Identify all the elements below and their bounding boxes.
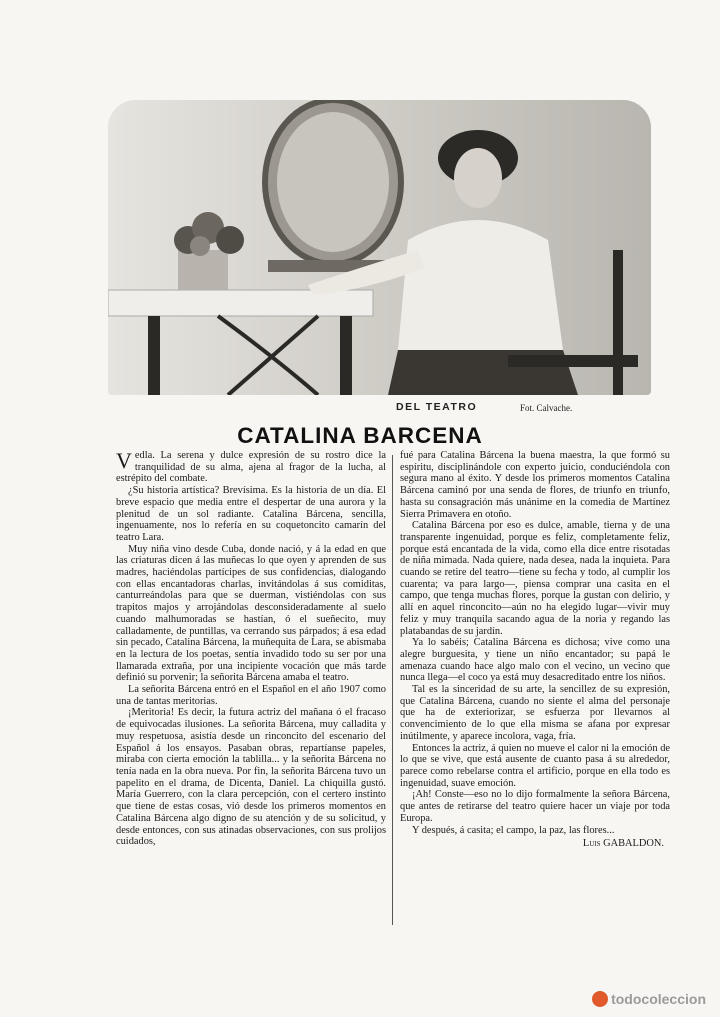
paragraph: Vedla. La serena y dulce expresión de su rostro dice la tranquilidad de su alma, ajena al fragor de la lucha, al estrépito del combate. — [116, 448, 386, 485]
photo-credit: Fot. Calvache. — [520, 403, 573, 413]
paragraph: La señorita Bárcena entró en el Español en el año 1907 como una de tantas meritorias. — [116, 684, 386, 707]
drop-cap: V — [116, 448, 132, 473]
paragraph: Catalina Bárcena por eso es dulce, amable, tierna y de una transparente ingenuidad, porque es feliz, completamente feliz, porque está encantada de la vida, como ella dice entre risotadas de niña mimada. Nada quiere, nada desea, nada la inquieta. Para cuando se retire del teatro—tiene su fecha y todo, al cumplir los cuarenta; va para largo—, piensa comprar una casita en el campo, que tenga muchas flores, porque la gustan con delirio, y allí en aquel rinconcito—aún no ha elegido lugar—vivir muy feliz y muy tranquila sacando agua de la noria y regando las platabandas de su jardín. — [400, 520, 670, 637]
watermark-text: todocoleccion — [611, 991, 706, 1007]
paragraph: ¿Su historia artística? Brevísima. Es la historia de un día. El breve espacio que media entre el despertar de una aurora y la plenitud de un sol radiante. Catalina Bárcena, sencilla, ingenuamente, nos lo refería en su coquetoncito camarín del teatro Lara. — [116, 485, 386, 543]
watermark — [592, 991, 706, 1007]
column-divider — [392, 455, 393, 925]
paragraph: Entonces la actriz, á quien no mueve el calor ni la emoción de lo que se vive, que está ausente de cuanto pasa á su alrededor, parece como rebelarse contra el artificio, porque en ella todo es ingenuidad, suave emoción. — [400, 742, 670, 789]
paragraph: Y después, á casita; el campo, la paz, las flores... — [412, 824, 615, 836]
paragraph: Muy niña vino desde Cuba, donde nació, y á la edad en que las criaturas dicen á las muñecas lo que oyen y aprenden de sus madres, haciéndolas partícipes de sus confidencias, dialogando con ellas encantadoras charlas, invitándolas á sus comiditas, canturreándolas para que se duerman, vistiéndolas con sus trapitos majos y arrojándolas desconsideradamente al suelo cuando malhumoradas se hastían, ó el sueñecito, muy calladamente, de puntillas, va cerrando sus párpados; á esa edad sin pecado, Catalina Bárcena, la muñequita de Lara, se abismaba en la lectura de los poetas, sentía invadido todo su ser por una llamarada extraña, por una incipiente vocación que más tarde definió su porvenir; la señorita Bárcena amaba el teatro. — [116, 543, 386, 684]
paragraph: Tal es la sinceridad de su arte, la sencillez de su expresión, que Catalina Bárcena, cuando no siente el alma del personaje que ha de exteriorizar, se esfuerza por llevarnos al convencimiento de lo que ella misma se afana por expresar inútilmente, y aparece incolora, vaga, fría. — [400, 684, 670, 742]
watermark-logo-icon — [592, 991, 608, 1007]
article-title: CATALINA BARCENA — [237, 423, 483, 448]
article-column-left — [116, 450, 386, 848]
paragraph: fué para Catalina Bárcena la buena maestra, la que formó su espíritu, disciplinándole con experto juicio, conduciéndola con segura mano al éxito. Y desde los primeros momentos Catalina Bárcena caminó por una senda de flores, de triunfo en triunfo, hasta su consagración más unánime en la comedia de Martínez Sierra Primavera en otoño. — [400, 450, 670, 520]
paragraph: ¡Meritoria! Es decir, la futura actriz del mañana ó el fracaso de equivocadas ilusiones. La señorita Bárcena, muy calladita y muy respetuosa, asistía desde un rinconcito del escenario del Español á los ensayos. Pasaban obras, repartíanse papeles, miraba con cierta emoción la tablilla... y la señorita Bárcena no tenía nada en la obra nueva. Por fin, la señorita Bárcena tuvo un papelito en el drama, de Dicenta, Daniel. La chiquilla gustó. María Guerrero, con la clara percepción, con el certero instinto que tiene de estas cosas, vió desde los primeros momentos en Catalina Bárcena algo digno de su atención y de su solicitud, y desde entonces, con sus atinadas observaciones, con sus prolijos cuidados, — [116, 707, 386, 848]
article-column-right — [400, 450, 670, 850]
paragraph: Ya lo sabéis; Catalina Bárcena es dichosa; vive como una alegre burguesita, y tiene un niño encantador; su papá le amenaza cuando hace algo malo con el vecino, un vecino que nunca llega—el coco ya está muy desacreditado entre los niños. — [400, 637, 670, 684]
author-signature: Luis GABALDON. — [582, 838, 664, 850]
portrait-illustration — [108, 100, 651, 395]
section-caption: DEL TEATRO — [396, 401, 478, 413]
paragraph: ¡Ah! Conste—eso no lo dijo formalmente la señora Bárcena, que antes de retirarse del teatro quiere hacer un viaje por toda Europa. — [400, 789, 670, 824]
portrait-photo — [108, 100, 651, 395]
